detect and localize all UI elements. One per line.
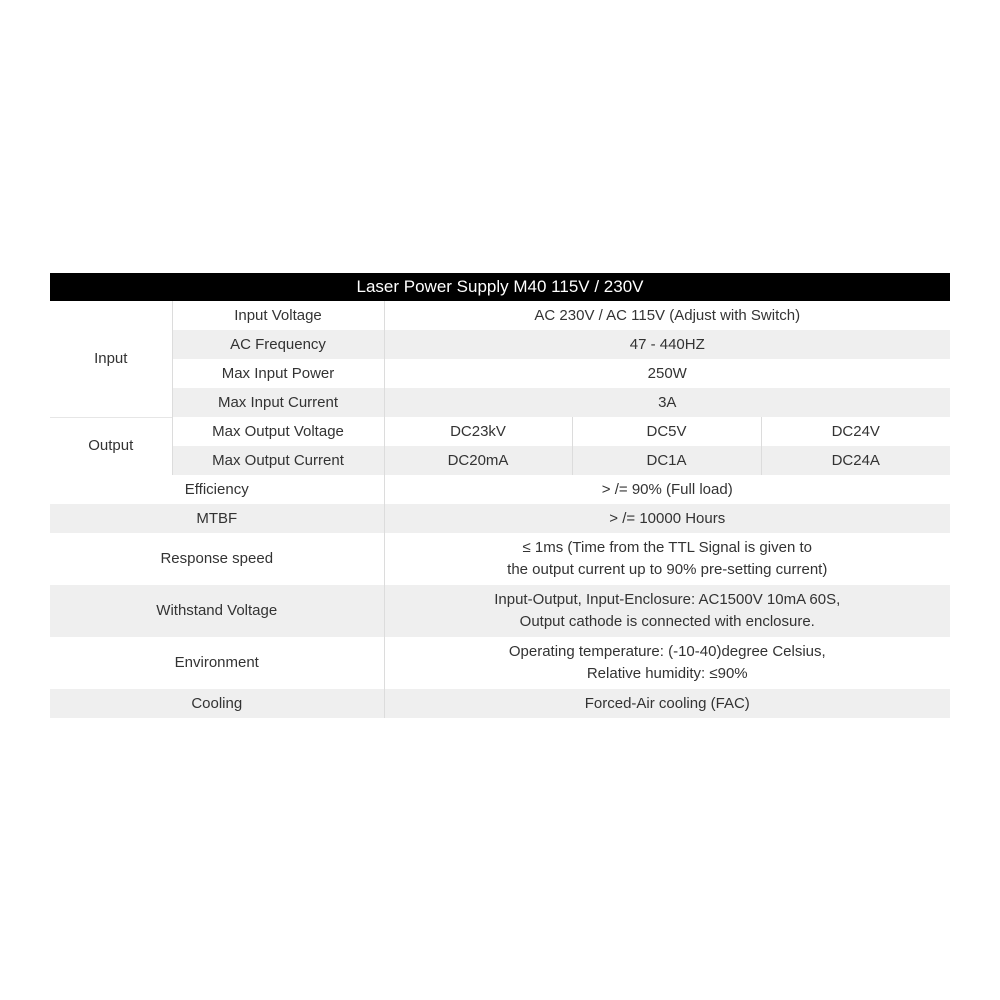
row-label: Max Output Voltage [172,417,384,446]
value-line: Relative humidity: ≤90% [586,665,748,682]
row-label: Cooling [50,689,384,718]
table-row [50,585,950,637]
row-value [384,533,950,585]
table-row [50,637,950,689]
value-line: Input-Output, Input-Enclosure: AC1500V 10mA 60S, [494,591,841,608]
value-line: Operating temperature: (-10-40)degree Celsius, [508,643,826,660]
row-label: Response speed [160,550,274,567]
table-row [50,504,950,533]
row-value: DC24V [761,417,950,446]
row-label: Efficiency [184,480,249,498]
table-row [50,330,950,359]
row-value: Forced-Air cooling (FAC) [384,689,950,718]
row-label: Max Input Current [172,388,384,417]
spec-table [50,301,950,718]
table-row [50,301,950,330]
row-value: 250W [384,359,950,388]
row-label: AC Frequency [172,330,384,359]
row-value: 3A [384,388,950,417]
row-value: AC 230V / AC 115V (Adjust with Switch) [384,301,950,330]
row-value [384,637,950,689]
row-value [384,585,950,637]
row-value: DC1A [572,446,761,475]
spec-sheet [50,273,950,718]
value-line: the output current up to 90% pre-setting current) [507,561,828,578]
group-label-input: Input [50,301,172,417]
row-value: 47 - 440HZ [384,330,950,359]
table-row [50,446,950,475]
row-value: DC20mA [384,446,572,475]
table-row [50,533,950,585]
row-label: MTBF [50,504,384,533]
row-label: Max Input Power [172,359,384,388]
table-row [50,689,950,718]
row-label: Withstand Voltage [50,585,384,637]
row-value: DC24A [761,446,950,475]
row-label: Input Voltage [172,301,384,330]
row-value: DC23kV [384,417,572,446]
row-label: Max Output Current [172,446,384,475]
row-label: Environment [174,654,259,671]
row-value: > /= 10000 Hours [384,504,950,533]
table-row [50,388,950,417]
value-line: ≤ 1ms (Time from the TTL Signal is given to [522,539,812,556]
value-line: Output cathode is connected with enclosure. [519,613,815,630]
table-title: Laser Power Supply M40 115V / 230V [50,273,950,301]
group-label-output: Output [50,417,172,475]
table-row [50,417,950,446]
row-value: > /= 90% (Full load) [384,475,950,504]
row-value: DC5V [572,417,761,446]
table-row [50,475,950,504]
table-row [50,359,950,388]
